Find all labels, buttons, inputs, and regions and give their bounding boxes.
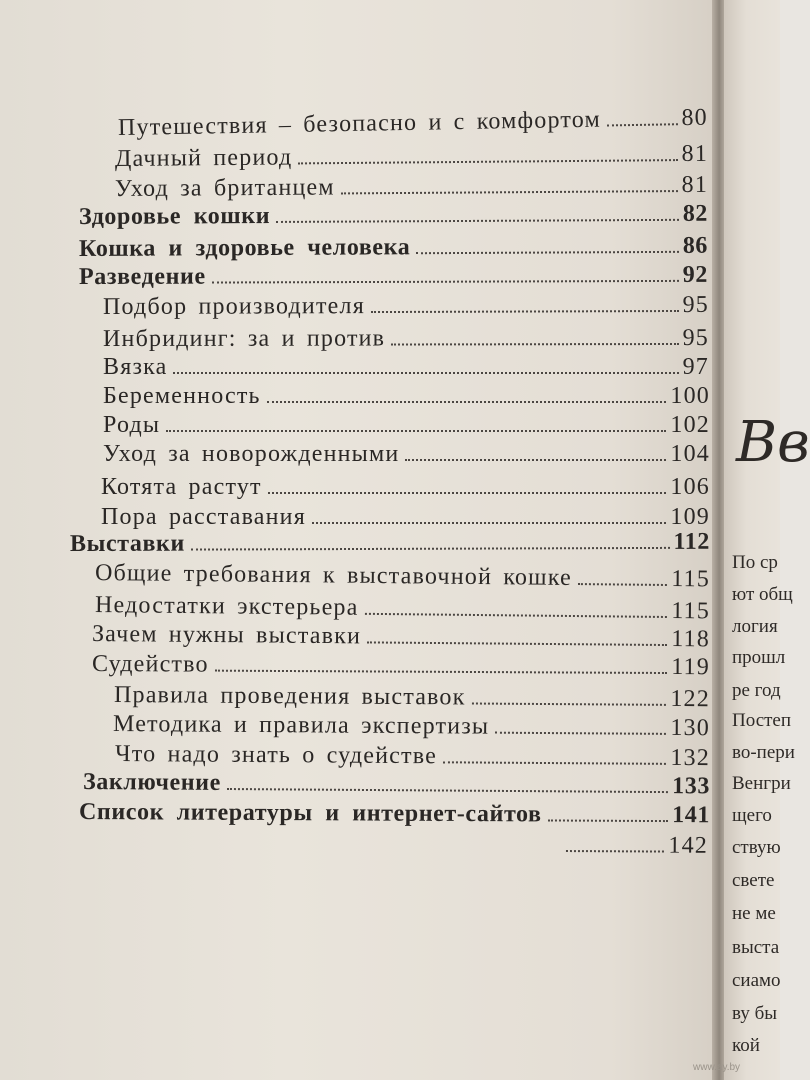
toc-entry <box>101 474 710 504</box>
chapter-heading: Вв <box>736 410 810 475</box>
toc-entry-page: 118 <box>671 626 711 653</box>
toc-dot-leader <box>405 459 666 461</box>
toc-dot-leader <box>191 547 670 551</box>
toc-entry <box>113 711 710 745</box>
toc-dot-leader <box>495 732 666 735</box>
toc-entry-title: Разведение <box>78 263 206 290</box>
toc-entry <box>79 262 708 294</box>
toc-entry-page: 97 <box>682 354 709 380</box>
toc-dot-leader <box>391 343 678 346</box>
toc-entry-title: Пора расставания <box>101 504 306 530</box>
toc-entry-page: 81 <box>681 140 709 168</box>
toc-dot-leader <box>276 219 679 223</box>
toc-dot-leader <box>215 670 668 674</box>
right-page-line: не ме <box>732 903 776 924</box>
toc-entry <box>79 233 708 266</box>
toc-entry-title: Уход за британцем <box>114 174 335 202</box>
right-page-line: ствую <box>732 837 781 858</box>
right-page-line: свете <box>732 870 775 891</box>
toc-dot-leader <box>267 401 667 403</box>
toc-entry-page: 133 <box>672 773 711 800</box>
toc-entry-page: 142 <box>668 832 709 859</box>
toc-entry-page: 92 <box>682 261 709 288</box>
toc-entry-page: 112 <box>673 528 711 555</box>
toc-entry-page: 122 <box>670 685 711 713</box>
toc-dot-leader <box>364 613 667 618</box>
toc-entry-page: 132 <box>670 744 711 772</box>
toc-entry-title: Котята растут <box>101 474 262 500</box>
toc-entry-page: 115 <box>671 598 711 625</box>
toc-dot-leader <box>268 492 667 494</box>
right-page-line: кой <box>732 1035 760 1056</box>
right-page-line: прошл <box>732 647 786 668</box>
toc-entry <box>79 799 710 832</box>
right-page-line: сиамо <box>732 970 781 991</box>
toc-entry-title: Подбор производителя <box>102 293 365 320</box>
right-page-line: выста <box>732 937 780 958</box>
right-page-line: ют общ <box>732 584 793 605</box>
toc-entry <box>103 354 709 384</box>
right-page <box>724 0 810 1080</box>
toc-entry-title: Дачный период <box>114 144 293 172</box>
toc-entry-title: Вязка <box>103 354 168 380</box>
right-page-line: ре год <box>732 680 781 701</box>
toc-entry-page: 82 <box>682 200 709 227</box>
toc-entry <box>83 769 710 803</box>
toc-entry-page: 141 <box>672 802 711 829</box>
toc-entry-page: 80 <box>681 104 709 132</box>
toc-entry-page: 100 <box>670 383 710 409</box>
toc-entry-title: Кошка и здоровье человека <box>78 234 411 262</box>
toc-dot-leader <box>166 430 666 432</box>
toc-entry-page: 95 <box>682 324 710 351</box>
toc-entry-title: Что надо знать о судействе <box>114 741 438 770</box>
toc-dot-leader <box>443 761 666 765</box>
toc-entry-page: 102 <box>670 412 710 438</box>
toc-entry <box>115 141 708 176</box>
toc-entry-title: Здоровье кошки <box>78 202 271 230</box>
toc-entry-page: 81 <box>681 171 709 199</box>
toc-entry-page: 109 <box>670 504 710 530</box>
toc-entry <box>103 325 709 356</box>
toc-entry <box>103 292 709 324</box>
toc-dot-leader <box>367 641 667 646</box>
toc-entry-page: 95 <box>682 291 710 318</box>
toc-entry-page: 119 <box>671 654 711 681</box>
toc-dot-leader <box>371 310 679 313</box>
toc-entry <box>79 201 708 234</box>
toc-entry-title: Роды <box>103 412 161 438</box>
toc-entry-title: Общие требования к выставочной кошке <box>94 560 573 591</box>
toc-dot-leader <box>416 251 678 254</box>
toc-entry-page: 104 <box>670 441 710 467</box>
toc-dot-leader <box>578 583 667 586</box>
toc-entry-page: 130 <box>670 714 711 742</box>
toc-dot-leader <box>607 123 678 126</box>
watermark: www.ay.by <box>693 1062 741 1073</box>
toc-entry-title: Правила проведения выставок <box>113 682 466 711</box>
right-page-line: во-пери <box>732 742 795 763</box>
toc-dot-leader <box>298 159 677 164</box>
toc-dot-leader <box>227 788 668 793</box>
right-page-line: По ср <box>732 552 778 573</box>
right-page-line: логия <box>732 616 778 637</box>
toc-entry <box>103 412 710 442</box>
toc-entry <box>560 832 708 863</box>
toc-entry-page: 106 <box>670 474 710 500</box>
toc-dot-leader <box>173 372 678 374</box>
toc-entry-title: Беременность <box>103 383 261 409</box>
right-page-line: Постеп <box>732 710 792 731</box>
toc-entry-page: 86 <box>682 232 709 259</box>
right-page-line: щего <box>732 805 772 826</box>
toc-dot-leader <box>312 522 666 524</box>
toc-entry <box>103 441 710 471</box>
toc-dot-leader <box>212 280 679 284</box>
right-page-line: Венгри <box>732 773 791 794</box>
toc-entry-title: Выставки <box>69 530 185 557</box>
toc-entry-title: Путешествия – безопасно и с комфортом <box>117 106 602 141</box>
toc-entry-title: Недостатки экстерьера <box>94 592 359 621</box>
toc-entry-title: Заключение <box>82 769 221 796</box>
toc-dot-leader <box>341 190 678 194</box>
right-page-line: ву бы <box>732 1003 778 1024</box>
toc-entry-title: Уход за новорожденными <box>103 441 400 467</box>
toc-entry-title: Судейство <box>91 651 209 678</box>
toc-entry <box>92 651 710 684</box>
toc-entry-title: Зачем нужны выставки <box>91 621 362 650</box>
toc-entry <box>70 529 710 561</box>
toc-dot-leader <box>566 850 664 853</box>
toc-dot-leader <box>471 702 666 705</box>
toc-entry <box>95 560 710 596</box>
toc-entry-page: 115 <box>671 566 711 593</box>
toc-entry-title: Список литературы и интернет-сайтов <box>78 799 542 828</box>
toc-entry-title: Инбридинг: за и против <box>102 325 386 352</box>
toc-entry-title: Методика и правила экспертизы <box>112 711 490 740</box>
toc-entry <box>118 105 708 145</box>
toc-dot-leader <box>548 819 669 822</box>
toc-entry <box>103 383 710 413</box>
